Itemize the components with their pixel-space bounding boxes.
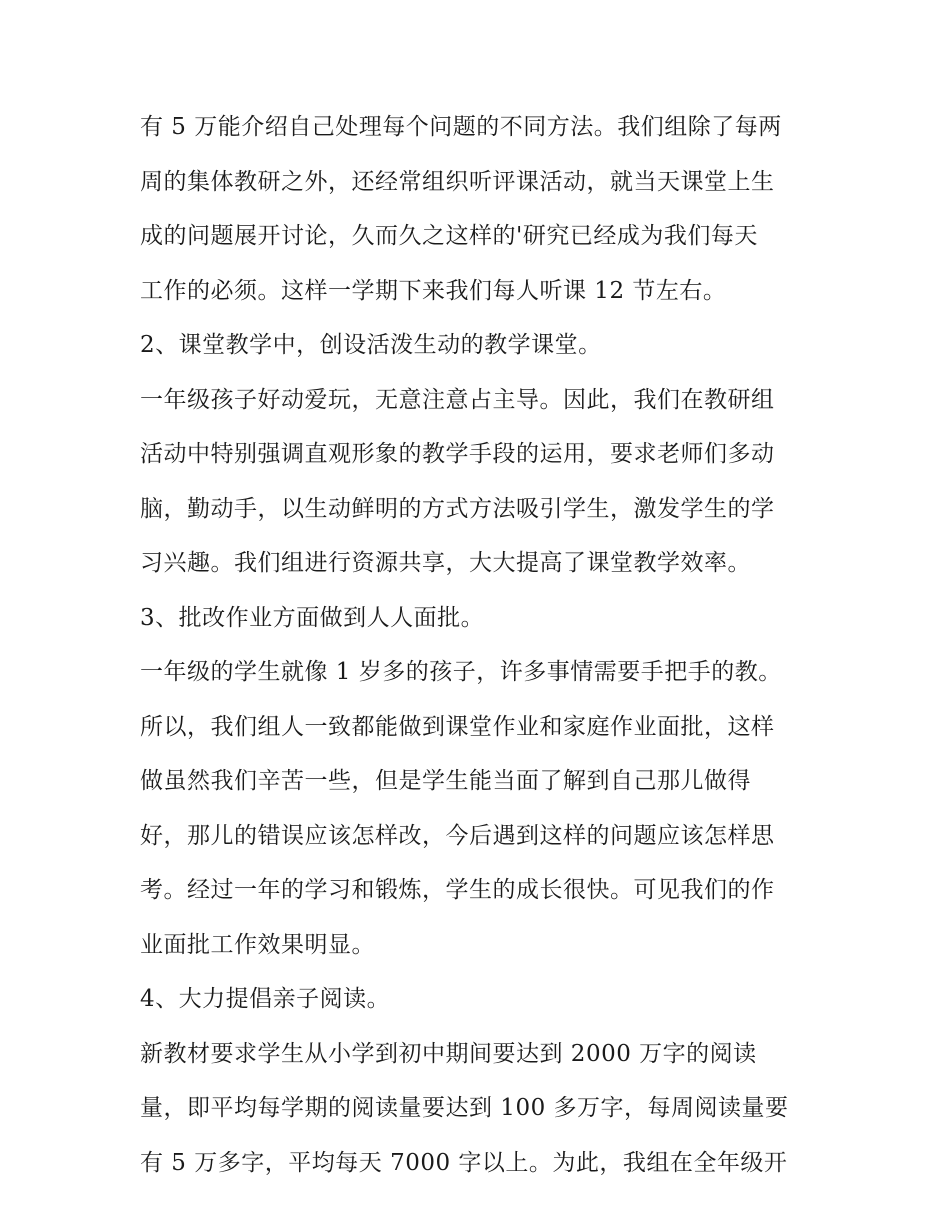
text-line: 所以，我们组人一致都能做到课堂作业和家庭作业面批，这样 (140, 713, 775, 740)
section-heading-3: 3、批改作业方面做到人人面批。 (140, 604, 485, 631)
text-line: 习兴趣。我们组进行资源共享，大大提高了课堂教学效率。 (140, 550, 751, 576)
text-line: 量，即平均每学期的阅读量要达到 100 多万字，每周阅读量要 (140, 1095, 789, 1121)
text-line: 业面批工作效果明显。 (140, 931, 375, 958)
text-line: 活动中特别强调直观形象的教学手段的运用，要求老师们多动 (140, 441, 775, 467)
document-body (140, 100, 820, 1190)
text-line: 成的问题展开讨论，久而久之这样的'研究已经成为我们每天 (140, 223, 758, 249)
text-line: 一年级的学生就像 1 岁多的孩子，许多事情需要手把手的教。 (140, 659, 782, 685)
text-line: 一年级孩子好动爱玩，无意注意占主导。因此，我们在教研组 (140, 386, 775, 413)
text-line: 做虽然我们辛苦一些，但是学生能当面了解到自己那儿做得 (140, 768, 751, 794)
text-line: 周的集体教研之外，还经常组织听评课活动，就当天课堂上生 (140, 168, 775, 195)
section-heading-2: 2、课堂教学中，创设活泼生动的教学课堂。 (140, 332, 602, 358)
text-line: 工作的必须。这样一学期下来我们每人听课 12 节左右。 (140, 277, 727, 304)
text-line: 新教材要求学生从小学到初中期间要达到 2000 万字的阅读 (140, 1040, 757, 1067)
text-line: 脑，勤动手，以生动鲜明的方式方法吸引学生，激发学生的学 (140, 495, 775, 522)
text-line: 有 5 万能介绍自己处理每个问题的不同方法。我们组除了每两 (140, 114, 782, 140)
text-line: 有 5 万多字，平均每天 7000 字以上。为此，我组在全年级开 (140, 1149, 788, 1176)
text-line: 考。经过一年的学习和锻炼，学生的成长很快。可见我们的作 (140, 877, 775, 903)
text-line: 好，那儿的错误应该怎样改，今后遇到这样的问题应该怎样思 (140, 822, 775, 849)
section-heading-4: 4、大力提倡亲子阅读。 (140, 986, 391, 1012)
